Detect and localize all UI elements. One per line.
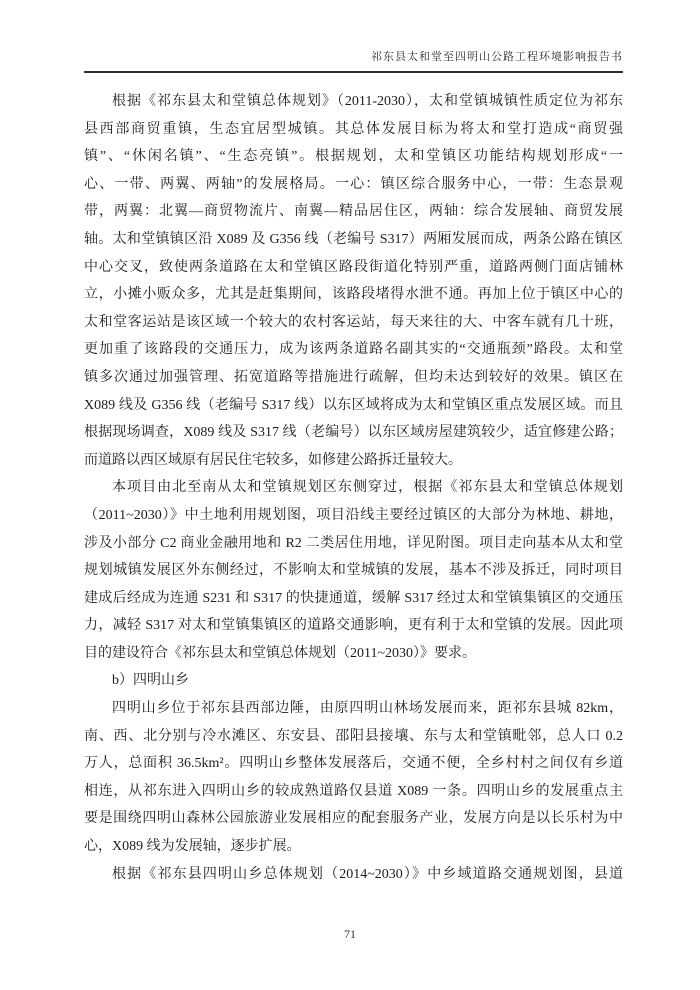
text-line: 镇”、“休闲名镇”、“生态亮镇”。根据规划，太和堂镇区功能结构规划形成“一: [84, 149, 623, 165]
text-line: X089 线及 G356 线（老编号 S317 线）以东区域将成为太和堂镇区重点发展区域。而且: [84, 397, 623, 413]
text-line: 建成后经成为连通 S231 和 S317 的快捷通道，缓解 S317 经过太和堂镇集镇区的交通压: [84, 590, 623, 606]
text-line: 心、一带、两翼、两轴”的发展格局。一心：镇区综合服务中心，一带：生态景观: [84, 176, 623, 192]
text-line: 带，两翼：北翼—商贸物流片、南翼—精品居住区，两轴：综合发展轴、商贸发展: [84, 204, 623, 220]
page-content-area: [84, 48, 623, 888]
text-line: 本项目由北至南从太和堂镇规划区东侧穿过，根据《祁东县太和堂镇总体规划: [112, 480, 623, 496]
text-line: 涉及小部分 C2 商业金融用地和 R2 二类居住用地，详见附图。项目走向基本从太和堂: [84, 535, 623, 551]
text-line: 南、西、北分别与冷水滩区、东安县、邵阳县接壤、东与太和堂镇毗邻，总人口 0.2: [84, 728, 623, 744]
text-line: 心，X089 线为发展轴，逐步扩展。: [84, 839, 301, 855]
text-line: 太和堂客运站是该区域一个较大的农村客运站，每天来往的大、中客车就有几十班，: [84, 314, 623, 330]
text-line: 根据《祁东县四明山乡总体规划（2014~2030）》中乡域道路交通规划图，县道: [112, 866, 623, 882]
text-line: 四明山乡位于祁东县西部边陲，由原四明山林场发展而来，距祁东县城 82km，: [112, 701, 623, 717]
text-line: 中心交叉，致使两条道路在太和堂镇区路段街道化特别严重，道路两侧门面店铺林: [84, 259, 623, 275]
section-heading: b）四明山乡: [112, 673, 189, 689]
text-line: 相连，从祁东进入四明山乡的较成熟道路仅县道 X089 一条。四明山乡的发展重点主: [84, 783, 623, 799]
text-line: 规划城镇发展区外东侧经过，不影响太和堂城镇的发展，基本不涉及拆迁，同时项目: [84, 563, 623, 579]
text-line: 根据现场调查，X089 线及 S317 线（老编号）以东区域房屋建筑较少，适宜修建公路；: [84, 425, 623, 441]
text-line: 根据《祁东县太和堂镇总体规划》（2011-2030），太和堂镇城镇性质定位为祁东: [112, 94, 623, 109]
text-line: 而道路以西区域原有居民住宅较多，如修建公路拆迁量较大。: [84, 452, 462, 468]
header-rule: [84, 71, 623, 73]
text-line: 县西部商贸重镇，生态宜居型城镇。其总体发展目标为将太和堂打造成“商贸强: [84, 121, 623, 137]
text-line: 力，减轻 S317 对太和堂镇集镇区的道路交通影响，更有利于太和堂镇的发展。因此项: [84, 618, 623, 634]
text-line: 更加重了该路段的交通压力，成为该两条道路名副其实的“交通瓶颈”路段。太和堂: [84, 342, 623, 358]
page-number: 71: [344, 927, 356, 941]
header-title: 祁东县太和堂至四明山公路工程环境影响报告书: [371, 51, 623, 63]
text-line: 要是围绕四明山森林公园旅游业发展相应的配套服务产业，发展方向是以长乐村为中: [84, 811, 623, 827]
page-footer: [0, 927, 700, 942]
document-body: [84, 88, 623, 888]
page-header: [84, 48, 623, 73]
text-line: 轴。太和堂镇镇区沿 X089 及 G356 线（老编号 S317）两厢发展而成，两条公路在镇区: [84, 231, 623, 247]
text-line: （2011~2030）》中土地利用规划图，项目沿线主要经过镇区的大部分为林地、耕地，: [84, 507, 623, 523]
text-line: 镇多次通过加强管理、拓宽道路等措施进行疏解，但均未达到较好的效果。镇区在: [84, 369, 623, 385]
text-line: 立，小摊小贩众多，尤其是赶集期间，该路段堵得水泄不通。再加上位于镇区中心的: [84, 287, 623, 303]
text-line: 万人，总面积 36.5km²。四明山乡整体发展落后，交通不便，全乡村村之间仅有乡道: [84, 756, 623, 772]
text-line: 目的建设符合《祁东县太和堂镇总体规划（2011~2030）》要求。: [84, 645, 477, 661]
